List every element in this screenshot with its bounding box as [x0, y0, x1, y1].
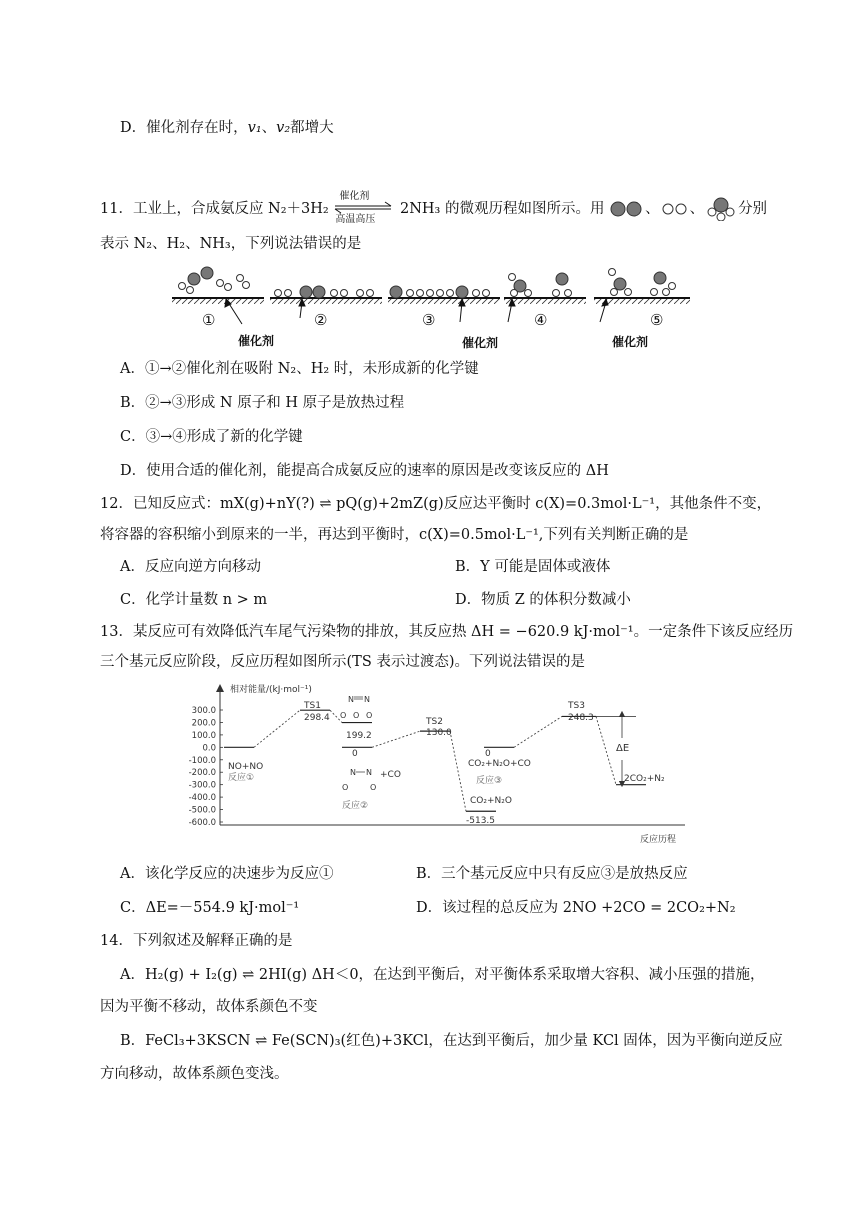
svg-text:N: N [364, 695, 370, 704]
svg-text:O: O [342, 783, 349, 792]
q14-option-b-line2: 方向移动，故体系颜色变浅。 [100, 1066, 289, 1082]
low-value: -513.5 [466, 816, 496, 826]
q12-stem-line1: 12．已知反应式：mX(g)+nY(?) ⇌ pQ(g)+2mZ(g)反应达平衡时 c(X)=0.3mol·L⁻¹，其他条件不变， [100, 496, 772, 512]
stage1-molecules [179, 267, 250, 294]
ts3-label: TS3 [568, 701, 585, 711]
surfaces [172, 298, 690, 304]
nono-label: NO+NO [228, 762, 264, 772]
ts2-value: 130.0 [426, 728, 452, 738]
y-axis-label: 相对能量/(kJ·mol⁻¹) [230, 685, 312, 695]
ring-structure-1 [340, 695, 372, 720]
ring-structure-2 [342, 768, 376, 792]
step-4-label: ④ [534, 311, 548, 329]
q11-option-d: D．使用合适的催化剂，能提高合成氨反应的速率的原因是改变该反应的 ΔH [120, 463, 609, 479]
svg-text:N: N [348, 695, 354, 704]
q11-stem-c: 、 [645, 201, 660, 217]
x-axis-label: 反应历程 [640, 835, 677, 845]
q13-option-b: B．三个基元反应中只有反应③是放热反应 [416, 866, 688, 882]
q12-option-b: B．Y 可能是固体或液体 [455, 559, 611, 575]
int3-value: 0 [485, 749, 491, 759]
v2-symbol: v₂ [276, 120, 291, 136]
y-tick-label: 200.0 [191, 718, 216, 729]
condition-bottom: 高温高压 [335, 214, 376, 225]
int1-value: 199.2 [346, 731, 372, 741]
q13-stem-line2: 三个基元反应阶段，反应历程如图所示(TS 表示过渡态)。下列说法错误的是 [100, 654, 586, 670]
q14-option-b-line1: B．FeCl₃+3KSCN ⇌ Fe(SCN)₃(红色)+3KCl，在达到平衡后，加少量 KCl 固体，因为平衡向逆反应 [120, 1033, 783, 1049]
catalyst-label-3: 催化剂 [612, 335, 649, 349]
svg-text:N: N [350, 768, 356, 777]
y-tick-label: -400.0 [188, 793, 216, 804]
q14-option-a-line1: A．H₂(g) + I₂(g) ⇌ 2HI(g) ΔH＜0，在达到平衡后，对平衡体系采取增大容积、减小压强的措施， [120, 967, 765, 983]
int2-value: 0 [352, 749, 358, 759]
svg-text:O: O [370, 783, 377, 792]
step-2-label: ② [314, 311, 328, 329]
q11-stem-e: 分别 [738, 201, 768, 217]
nh3-molecule-icon [704, 197, 738, 221]
q14-stem: 14．下列叙述及解释正确的是 [100, 933, 293, 949]
q14-option-a-line2: 因为平衡不移动，故体系颜色不变 [100, 999, 318, 1015]
q11-stem-d: 、 [689, 201, 705, 217]
stage2-molecules [275, 286, 374, 298]
reaction2-label: 反应② [342, 801, 369, 811]
q10-option-d-lead: D．催化剂存在时， [120, 120, 248, 136]
energy-profile-chart [180, 680, 700, 850]
q13-option-a: A．该化学反应的决速步为反应① [120, 866, 334, 882]
int3-species: CO₂+N₂O+CO [468, 759, 531, 769]
q11-stem-b: 2NH₃ 的微观历程如图所示。用 [399, 201, 605, 217]
svg-text:O: O [340, 711, 347, 720]
energy-connector [254, 710, 300, 747]
q12-stem-line2: 将容器的容积缩小到原来的一半，再达到平衡时，c(X)=0.5mol·L⁻¹,下列有关判断正确的是 [100, 527, 689, 543]
y-tick-label: 0.0 [202, 743, 216, 754]
catalyst-label-2: 催化剂 [462, 336, 499, 350]
q11-option-a: A．①→②催化剂在吸附 N₂、H₂ 时，未形成新的化学键 [120, 361, 479, 377]
q11-option-c: C．③→④形成了新的化学键 [120, 429, 303, 445]
stage5-molecules [609, 269, 676, 296]
v1-symbol: v₁ [247, 120, 262, 136]
y-tick-label: -600.0 [188, 818, 216, 828]
ts2-label: TS2 [426, 717, 443, 727]
y-tick-label: 100.0 [191, 730, 216, 741]
step-3-label: ③ [422, 311, 436, 329]
svg-text:O: O [366, 711, 373, 720]
svg-text:N: N [366, 768, 372, 777]
q10-option-d-tail: 都增大 [290, 120, 334, 136]
energy-connector [514, 716, 562, 747]
q12-option-d: D．物质 Z 的体积分数减小 [455, 592, 631, 608]
energy-connector [372, 731, 420, 747]
svg-text:O: O [353, 711, 360, 720]
q13-option-c: C．ΔE=－554.9 kJ·mol⁻¹ [120, 900, 300, 916]
n2-molecule-icon [609, 201, 645, 217]
q11-figure [170, 262, 700, 352]
plus-co-label: +CO [380, 770, 401, 780]
q13-option-d: D．该过程的总反应为 2NO +2CO = 2CO₂+N₂ [416, 900, 736, 916]
q11-stem-line2: 表示 N₂、H₂、NH₃，下列说法错误的是 [100, 236, 362, 252]
q10-option-d [120, 118, 334, 138]
q12-option-a: A．反应向逆方向移动 [120, 559, 261, 575]
y-tick-label: 300.0 [191, 706, 216, 716]
energy-connector [450, 731, 466, 811]
reaction1-label: 反应① [228, 773, 255, 783]
ts3-value: 248.3 [568, 713, 594, 723]
ts1-value: 298.4 [304, 713, 330, 723]
y-tick-labels [189, 706, 223, 828]
energy-connector [596, 716, 616, 784]
condition-top: 催化剂 [339, 191, 370, 202]
delta-e-label: ΔE [616, 743, 630, 754]
step-1-label: ① [202, 311, 216, 329]
q11-stem-a: 11．工业上，合成氨反应 N₂＋3H₂ [100, 201, 329, 217]
y-tick-label: -100.0 [188, 755, 216, 766]
q12-option-c: C．化学计量数 n > m [120, 592, 268, 608]
stage3-molecules [390, 286, 490, 298]
q11-option-b: B．②→③形成 N 原子和 H 原子是放热过程 [120, 395, 405, 411]
chart-annotations [228, 701, 665, 826]
step-5-label: ⑤ [650, 311, 664, 329]
q11-stem-line1 [100, 191, 768, 225]
y-tick-label: -300.0 [188, 780, 216, 791]
reaction3-label: 反应③ [476, 776, 503, 786]
product-species: 2CO₂+N₂ [624, 774, 665, 784]
sep: 、 [261, 120, 277, 136]
y-tick-label: -200.0 [188, 768, 216, 779]
ts1-label: TS1 [304, 701, 321, 711]
catalyst-label-1: 催化剂 [238, 334, 275, 348]
low-species: CO₂+N₂O [470, 796, 512, 806]
stage4-molecules [509, 273, 572, 297]
y-tick-label: -500.0 [188, 805, 216, 816]
h2-molecule-icon [660, 201, 690, 217]
q13-stem-line1: 13．某反应可有效降低汽车尾气污染物的排放，其反应热 ΔH = −620.9 kJ·mol⁻¹。一定条件下该反应经历 [100, 624, 794, 640]
equilibrium-arrow [333, 191, 395, 225]
